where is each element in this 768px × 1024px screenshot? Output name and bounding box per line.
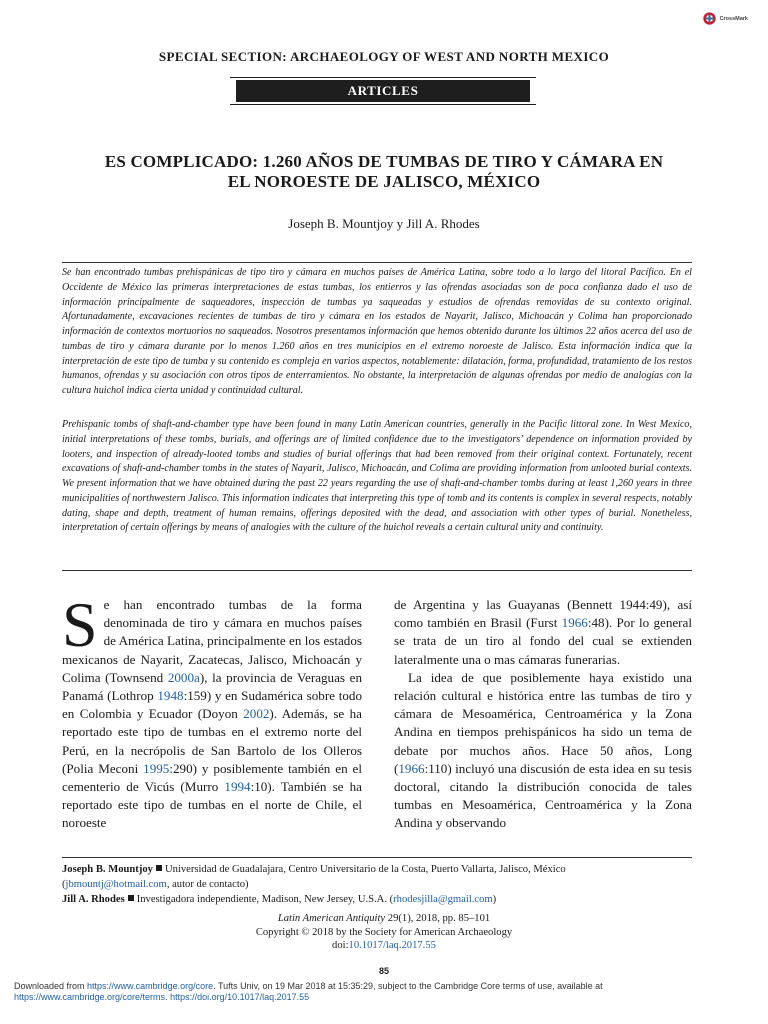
affiliation-2 [62,892,692,907]
body-text: :290) y posiblemente también en el cementerio de Vicús (Murro [62,760,363,795]
email-link[interactable]: jbmountj@hotmail.com [65,879,167,890]
body-text: :48). Por lo general se trata de un tiro al fondo del cual se extienden lateralmente una o mas cámaras funerarias. [394,615,692,667]
terms-link[interactable]: https://www.cambridge.org/core/terms [14,992,166,1002]
body-text: de Argentina y las Guayanas (Bennett 1944:49), así como también en Brasil (Furst [394,597,692,631]
cambridge-core-link[interactable]: https://www.cambridge.org/core [87,981,214,991]
affiliation-rule [62,857,692,858]
body-text: La idea de que posiblemente haya existido una relación cultural e histórica entre las tumbas de tiro y cámara de Mesoamérica, Centroamérica y la Zona Andina en tiempos prehispánicos ha sido un tema de debate por muchos años. Hace 50 años, Long ( [394,669,692,776]
title-line-2: EL NOROESTE DE JALISCO, MÉXICO [227,172,541,191]
citation-line [0,912,768,926]
doi-footer-link[interactable]: https://doi.org/10.1017/laq.2017.55 [170,992,310,1002]
affiliation-name: Jill A. Rhodes [62,894,125,905]
citation-text: 29(1), 2018, pp. 85–101 [385,913,491,924]
abstract-top-rule [62,262,692,263]
title-line-1: ES COMPLICADO: 1.260 AÑOS DE TUMBAS DE TIRO Y CÁMARA EN [104,152,664,171]
doi-prefix: doi: [332,940,349,951]
affiliation-text: Investigadora independiente, Madison, New Jersey, U.S.A. ( [136,894,394,905]
affiliation-1 [62,862,692,877]
body-text: :10). También se ha reportado este tipo de tumbas en el norte de Chile, el noroeste [62,779,362,831]
articles-banner: ARTICLES [236,80,530,102]
affiliation-text: ( [62,879,66,890]
ref-link[interactable]: 2000a [167,669,200,685]
affiliation-text: , autor de contacto) [166,879,249,890]
body-text: ). Además, se ha reportado este tipo de tumbas en el extremo norte del Perú, en la necrópolis de San Bartolo de los Olleros (Polia Meconi [62,706,362,776]
affiliation-1-contact [62,877,692,892]
body-text: e han encontrado tumbas de la forma denominada de tiro y cámara en muchos países de América Latina, principalmente en los estados mexicanos de Nayarit, Zacatecas, Jalisco, Michoacán y Colima (Townsend [62,597,362,685]
crossmark-label: CrossMark [719,15,748,22]
abstract-english: Prehispanic tombs of shaft-and-chamber type have been found in many Latin American countries, generally in the Pacific littoral zone. In West Mexico, initial interpretations of these tombs, burials, and offerings are of limited confidence due to the investigators’ dependence on information provided by looters, and inspection of already-looted tombs and studies of burial offerings that had been removed from their original context. Fortunately, recent excavations of shaft-and-chamber tombs in the states of Nayarit, Jalisco, Michoacán, and Colima are providing information from unlooted burial contexts. We present information that we have obtained during the past 22 years regarding the use of shaft-and-chamber tombs during at least 1,260 years in three municipalities of northwestern Jalisco. This information indicates that interpreting this type of tomb and its contents is complex in several respects, notably dating, shape and depth, treatment of human remains, offerings deposited with the dead, and association with other types of burial. Nonetheless, interpretation of certain offerings by means of analogies with the culture of the huichol reveals a certain cultural unity and continuity. [62,419,692,534]
author-line: Joseph B. Mountjoy y Jill A. Rhodes [288,216,480,231]
body-text: :110) incluyó una discusión de esta idea en su tesis doctoral, citando la distribución conocida de tales tumbas en Mesoamérica, Centroamérica y la Zona Andina y observando [394,760,692,831]
copyright-line: Copyright © 2018 by the Society for American Archaeology [255,926,513,938]
crossmark-badge[interactable] [703,12,748,25]
footer-line-1 [14,981,714,992]
square-bullet-icon [128,895,134,901]
footer-line-2 [14,992,714,1003]
download-footer [14,981,714,1003]
crossmark-icon [703,12,716,25]
body-column-left [62,589,363,833]
article-title [60,152,708,192]
body-text: :159) y en Sudamérica sobre todo en Colombia y Ecuador (Doyon [62,688,362,722]
email-link[interactable]: rhodesjilla@gmail.com [393,894,493,905]
ref-link[interactable]: 1966 [561,615,588,631]
doi-line [0,939,768,953]
square-bullet-icon [156,865,162,871]
ref-link[interactable]: 1948 [157,688,184,704]
affiliation-name: Joseph B. Mountjoy [62,864,153,875]
ref-link[interactable]: 1994 [224,779,251,795]
footer-text: . [165,992,171,1002]
body-text: ), la provincia de Veraguas en Panamá (Lothrop [62,669,363,704]
body-column-right [394,596,692,833]
doi-link[interactable]: 10.1017/laq.2017.55 [348,940,436,951]
ref-link[interactable]: 1966 [398,760,425,776]
drop-cap: S [62,589,98,660]
affiliation-text: Universidad de Guadalajara, Centro Universitario de la Costa, Puerto Vallarta, Jalisco, México [164,864,566,875]
ref-link[interactable]: 2002 [243,706,270,722]
page-number: 85 [378,966,389,976]
journal-name: Latin American Antiquity [277,913,386,924]
section-heading: SPECIAL SECTION: ARCHAEOLOGY OF WEST AND NORTH MEXICO [158,49,610,64]
publication-info [0,912,768,953]
abstract-spanish: Se han encontrado tumbas prehispánicas de tipo tiro y cámara en muchos países de América Latina, sobre todo a lo largo del litoral Pacífico. En el Occidente de México las primeras interpretaciones de estas tumbas, los entierros y las ofrendas asociadas son de poca confianza dado el uso de información principalmente de saqueadores, inspección de tumbas ya saqueadas y estudios de ofrendas removidas de su contexto original. Afortunadamente, excavaciones recientes de tumbas de tiro y cámara en los estados de Nayarit, Jalisco, Michoacán y Colima han proporcionado información de contextos mortuorios no saqueados. Nosotros presentamos información que hemos obtenido durante los últimos 22 años acerca del uso de tumbas de tiro y cámara durante por lo menos 1.260 años en tres municipios en el extremo noroeste de Jalisco. Esta información indica que la interpretación de este tipo de tumba y su contenido es compleja en varios aspectos, notablemente: dilatación, forma, profundidad, tratamiento de los restos humanos, ofrendas y su asociación con otros tipos de enterramientos. No obstante, la interpretación de algunas ofrendas por medio de analogías con la cultura huichol indica cierta unidad y continuidad cultural. [62,267,692,396]
affiliation-text: ) [492,894,497,905]
footer-text: Downloaded from [14,981,88,991]
paragraph [394,669,692,833]
abstract-bottom-rule [62,570,692,571]
paragraph [394,596,692,669]
footer-text: . Tufts Univ, on 19 Mar 2018 at 15:35:29, subject to the Cambridge Core terms of use, available at [213,981,603,991]
author-affiliations [62,862,692,907]
ref-link[interactable]: 1995 [143,760,170,776]
